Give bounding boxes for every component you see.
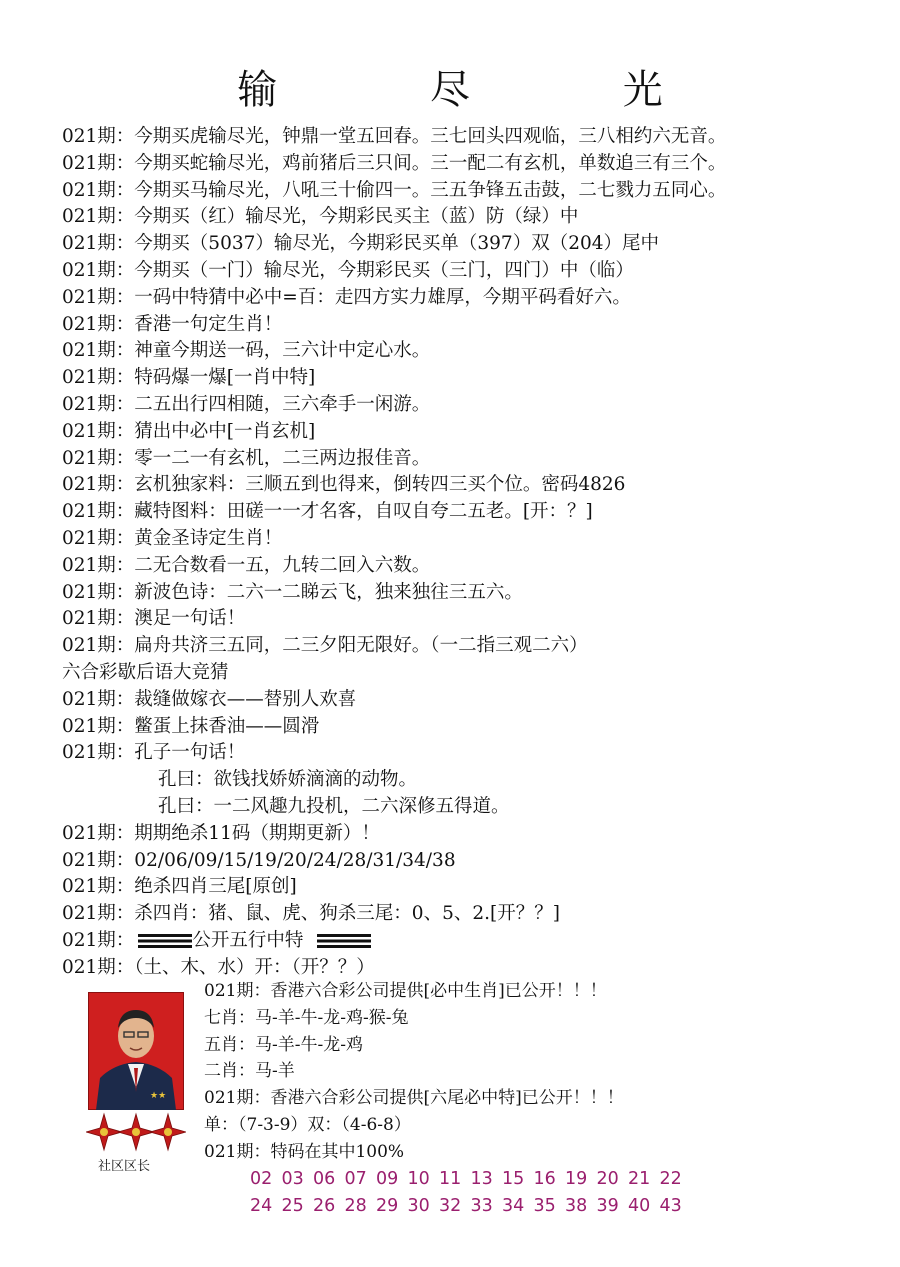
text-line: 021期：特码爆一爆[一肖中特] (62, 367, 316, 389)
number-cell: 16 (533, 1169, 556, 1189)
number-cell: 34 (502, 1196, 525, 1216)
text-line: 021期：香港六合彩公司提供[六尾必中特]已公开！！！ (204, 1088, 624, 1109)
text-line: 021期：杀四肖：猪、鼠、虎、狗杀三尾：0、5、2.[开？？] (62, 903, 560, 925)
number-row (250, 1193, 890, 1220)
number-cell: 26 (313, 1196, 336, 1216)
text-line: 021期：期期绝杀11码（期期更新）！ (62, 822, 380, 844)
text-line: 021期：一码中特猜中必中=百：走四方实力雄厚，今期平码看好六。 (62, 286, 631, 308)
number-cell: 19 (565, 1169, 588, 1189)
text-line: 021期：今期买（5037）输尽光，今期彩民买单（397）双（204）尾中 (62, 233, 660, 255)
text-line: 021期：特码在其中100% (204, 1141, 405, 1162)
wuxing-line (62, 928, 892, 955)
text-line: 二肖：马-羊 (204, 1061, 295, 1082)
number-cell: 43 (659, 1196, 682, 1216)
text-line: 021期：今期买（红）输尽光，今期彩民买主（蓝）防（绿）中 (62, 206, 579, 228)
number-cell: 07 (344, 1169, 367, 1189)
number-cell: 11 (439, 1169, 462, 1189)
text-line: 021期：二五出行四相随，三六牵手一闲游。 (62, 393, 431, 415)
number-cell: 39 (596, 1196, 619, 1216)
line-prefix: 021期： (62, 929, 135, 951)
number-cell: 22 (659, 1169, 682, 1189)
section-heading: 六合彩歇后语大竞猜 (62, 661, 229, 683)
text-line: 021期：今期买虎输尽光，钟鼎一堂五回春。三七回头四观临，三八相约六无音。 (62, 126, 727, 147)
number-cell: 10 (407, 1169, 430, 1189)
text-line: 021期：今期买马输尽光，八吼三十偷四一。三五争锋五击鼓，二七戮力五同心。 (62, 179, 727, 201)
number-cell: 21 (628, 1169, 651, 1189)
triple-bar-icon (138, 934, 192, 948)
text-line: 021期：黄金圣诗定生肖！ (62, 527, 283, 549)
text-line: 021期：今期买蛇输尽光，鸡前猪后三只间。三一配二有玄机，单数追三有三个。 (62, 152, 727, 174)
text-line: 021期：二无合数看一五，九转二回入六数。 (62, 554, 431, 576)
number-cell: 06 (313, 1169, 336, 1189)
text-line: 021期：玄机独家料：三顺五到也得来，倒转四三买个位。密码4826 (62, 474, 626, 496)
text-line: 五肖：马-羊-牛-龙-鸡 (204, 1034, 363, 1055)
text-line: 021期：零一二一有玄机，二三两边报佳音。 (62, 447, 431, 469)
text-line: 021期：绝杀四肖三尾[原创] (62, 876, 297, 898)
main-text-block (62, 124, 892, 982)
indented-line: 孔曰：欲钱找娇娇滴滴的动物。 (158, 769, 418, 791)
page-title: 输 尽 光 (237, 67, 733, 113)
lower-text-block (204, 978, 894, 1166)
text-line: 021期：孔子一句话！ (62, 742, 246, 764)
photo-caption: 社区区长 (98, 1159, 151, 1174)
number-cell: 25 (281, 1196, 304, 1216)
text-line: 021期：裁缝做嫁衣——替别人欢喜 (62, 688, 357, 710)
wuxing-label: 公开五行中特 (192, 929, 304, 951)
number-cell: 32 (439, 1196, 462, 1216)
number-cell: 13 (470, 1169, 493, 1189)
text-line: 021期：香港一句定生肖！ (62, 313, 283, 335)
text-line: 021期：扁舟共济三五同，二三夕阳无限好。（一二指三观二六） (62, 635, 588, 657)
medal-icon (86, 1112, 186, 1152)
indented-line: 孔曰：一二风趣九投机，二六深修五得道。 (158, 795, 510, 817)
number-cell: 33 (470, 1196, 493, 1216)
number-cell: 30 (407, 1196, 430, 1216)
number-cell: 03 (281, 1169, 304, 1189)
number-cell: 09 (376, 1169, 399, 1189)
text-line: 021期：新波色诗：二六一二睇云飞，独来独往三五六。 (62, 581, 523, 603)
number-cell: 24 (250, 1196, 273, 1216)
portrait-image (88, 992, 184, 1110)
text-line: 021期：猜出中必中[一肖玄机] (62, 420, 316, 442)
text-line: 021期：澳足一句话！ (62, 608, 246, 630)
text-line: 021期：鳖蛋上抹香油——圆滑 (62, 715, 320, 737)
text-line: 单：（7-3-9）双：（4-6-8） (204, 1114, 411, 1135)
text-line: 021期：今期买（一门）输尽光，今期彩民买（三门，四门）中（临） (62, 259, 634, 281)
number-cell: 40 (628, 1196, 651, 1216)
number-cell: 35 (533, 1196, 556, 1216)
number-row (250, 1166, 890, 1193)
text-line: 021期：香港六合彩公司提供[必中生肖]已公开！！！ (204, 981, 607, 1001)
text-line: 七肖：马-羊-牛-龙-鸡-猴-兔 (204, 1007, 409, 1028)
number-cell: 38 (565, 1196, 588, 1216)
medals-decoration (86, 1112, 186, 1152)
svg-text:★★: ★★ (150, 1091, 167, 1101)
number-grid (250, 1166, 890, 1220)
text-line: 021期：神童今期送一码，三六计中定心水。 (62, 340, 431, 362)
number-cell: 29 (376, 1196, 399, 1216)
number-cell: 02 (250, 1169, 273, 1189)
portrait-photo (88, 992, 184, 1110)
text-line: 021期：藏特图料：田磋一一才名客，自叹自夸二五老。[开：？] (62, 501, 593, 523)
triple-bar-icon (317, 934, 371, 948)
text-line: 021期：（土、木、水）开：（开？？） (62, 956, 375, 978)
number-cell: 15 (502, 1169, 525, 1189)
number-cell: 20 (596, 1169, 619, 1189)
number-cell: 28 (344, 1196, 367, 1216)
text-line: 021期：02/06/09/15/19/20/24/28/31/34/38 (62, 849, 456, 871)
